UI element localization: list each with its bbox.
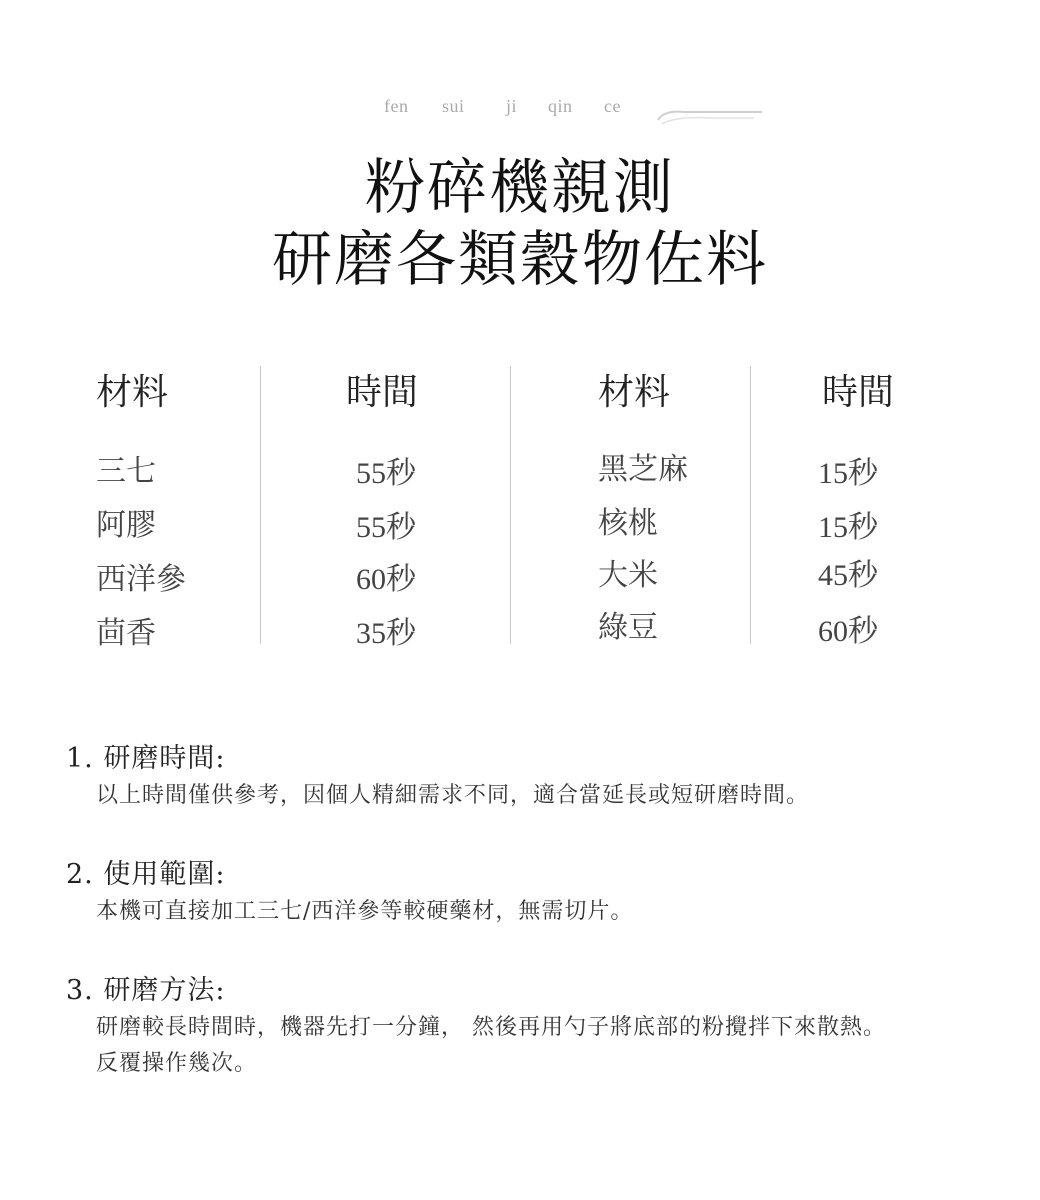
pinyin-row	[384, 96, 644, 120]
column-divider	[750, 366, 751, 644]
header-time: 時間	[346, 372, 419, 413]
brush-stroke-icon	[654, 106, 764, 130]
pinyin-syllable: sui	[442, 96, 465, 116]
material-cell: 西洋參	[96, 562, 186, 597]
time-cell: 45秒	[818, 559, 878, 592]
time-cell: 55秒	[356, 457, 416, 490]
time-cell: 60秒	[818, 615, 878, 648]
note-text: 以上時間僅供參考，因個人精細需求不同，適合當延長或短研磨時間。	[96, 783, 810, 808]
time-cell: 15秒	[818, 511, 878, 544]
material-cell: 核桃	[598, 506, 658, 541]
time-cell: 35秒	[356, 617, 416, 650]
column-divider	[260, 366, 261, 644]
pinyin-syllable: ce	[604, 96, 621, 116]
note-text: 本機可直接加工三七/西洋參等較硬藥材，無需切片。	[96, 899, 634, 924]
header-material: 材料	[96, 372, 169, 413]
note-text: 研磨較長時間時，機器先打一分鐘， 然後再用勺子將底部的粉攪拌下來散熱。	[96, 1015, 886, 1040]
material-cell: 綠豆	[598, 610, 658, 645]
header-material: 材料	[598, 372, 671, 413]
material-cell: 三七	[96, 454, 156, 489]
material-cell: 黑芝麻	[598, 452, 688, 487]
note-title: 1. 研磨時間:	[66, 743, 226, 774]
material-cell: 大米	[598, 558, 658, 593]
time-cell: 55秒	[356, 511, 416, 544]
pinyin-syllable: fen	[384, 96, 409, 116]
pinyin-syllable: qin	[548, 96, 573, 116]
note-title: 3. 研磨方法:	[66, 975, 226, 1006]
header-time: 時間	[822, 372, 895, 413]
note-title: 2. 使用範圍:	[66, 859, 226, 890]
column-divider	[510, 366, 511, 644]
pinyin-syllable: ji	[506, 96, 518, 116]
material-cell: 阿膠	[96, 508, 156, 543]
material-cell: 茴香	[96, 616, 156, 651]
page-title-line1: 粉碎機親測	[365, 153, 675, 223]
time-cell: 60秒	[356, 563, 416, 596]
page-title-line2: 研磨各類穀物佐料	[272, 225, 768, 295]
time-cell: 15秒	[818, 457, 878, 490]
note-text: 反覆操作幾次。	[96, 1051, 258, 1076]
